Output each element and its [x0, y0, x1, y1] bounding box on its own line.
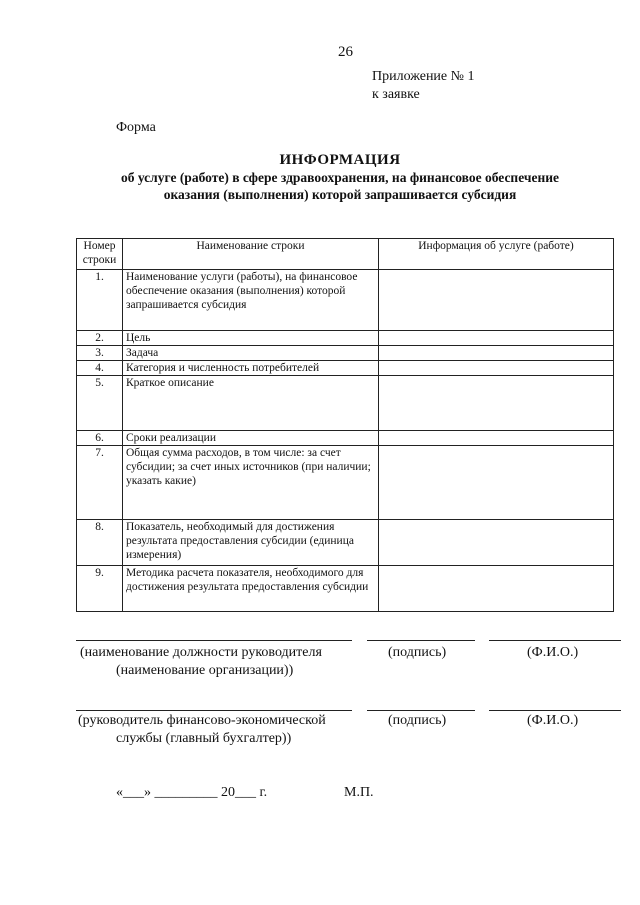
subtitle-line-1: об услуге (работе) в сфере здравоохранения, на финансовое обеспечение [120, 170, 560, 185]
row-name: Краткое описание [123, 376, 379, 431]
table-row [77, 361, 614, 376]
table-row [77, 520, 614, 566]
document-title: ИНФОРМАЦИЯ [279, 152, 401, 168]
row-name: Методика расчета показателя, необходимого для достижения результата предоставления субсидии [123, 566, 379, 612]
info-table [76, 238, 614, 612]
row-info-cell[interactable] [379, 446, 614, 520]
head-fio-line[interactable] [489, 640, 621, 641]
row-number: 6. [77, 431, 123, 446]
accountant-position-line[interactable] [76, 710, 352, 711]
accountant-service-caption: службы (главный бухгалтер)) [116, 731, 292, 746]
table-row [77, 331, 614, 346]
row-info-cell[interactable] [379, 361, 614, 376]
row-number: 7. [77, 446, 123, 520]
head-signature-caption: (подпись) [388, 645, 447, 660]
row-name: Цель [123, 331, 379, 346]
appendix-line1: Приложение № 1 [372, 69, 475, 84]
row-info-cell[interactable] [379, 376, 614, 431]
head-position-line[interactable] [76, 640, 352, 641]
table-row [77, 431, 614, 446]
head-organization-caption: (наименование организации)) [116, 663, 294, 678]
accountant-signature-line[interactable] [367, 710, 475, 711]
row-number: 9. [77, 566, 123, 612]
row-number: 3. [77, 346, 123, 361]
stamp-label: М.П. [344, 785, 374, 800]
table-row [77, 566, 614, 612]
row-name: Категория и численность потребителей [123, 361, 379, 376]
date-field[interactable]: «___» _________ 20___ г. [116, 785, 268, 800]
row-info-cell[interactable] [379, 566, 614, 612]
table-row [77, 270, 614, 331]
accountant-position-caption: (руководитель финансово-экономической [78, 713, 326, 728]
row-info-cell[interactable] [379, 270, 614, 331]
table-row [77, 446, 614, 520]
row-number: 1. [77, 270, 123, 331]
row-number: 5. [77, 376, 123, 431]
subtitle-line-2: оказания (выполнения) которой запрашивается субсидия [163, 187, 517, 202]
accountant-fio-caption: (Ф.И.О.) [527, 713, 579, 728]
header-row-name: Наименование строки [123, 239, 379, 270]
title-block [40, 152, 640, 203]
row-info-cell[interactable] [379, 331, 614, 346]
head-fio-caption: (Ф.И.О.) [527, 645, 579, 660]
header-row-number: Номер строки [77, 239, 123, 270]
page-number: 26 [338, 44, 353, 60]
table-row [77, 376, 614, 431]
row-name: Показатель, необходимый для достижения результата предоставления субсидии (единица измерения) [123, 520, 379, 566]
appendix-block [372, 68, 475, 104]
row-info-cell[interactable] [379, 346, 614, 361]
header-row-info: Информация об услуге (работе) [379, 239, 614, 270]
row-number: 4. [77, 361, 123, 376]
row-name: Общая сумма расходов, в том числе: за счет субсидии; за счет иных источников (при наличии; указать какие) [123, 446, 379, 520]
row-info-cell[interactable] [379, 520, 614, 566]
appendix-line2: к заявке [372, 87, 420, 102]
head-signature-line[interactable] [367, 640, 475, 641]
table-row [77, 346, 614, 361]
row-name: Наименование услуги (работы), на финансовое обеспечение оказания (выполнения) которой запрашивается субсидия [123, 270, 379, 331]
form-label: Форма [116, 120, 156, 135]
row-number: 2. [77, 331, 123, 346]
head-position-caption: (наименование должности руководителя [80, 645, 322, 660]
row-info-cell[interactable] [379, 431, 614, 446]
accountant-fio-line[interactable] [489, 710, 621, 711]
table-header-row [77, 239, 614, 270]
row-number: 8. [77, 520, 123, 566]
row-name: Сроки реализации [123, 431, 379, 446]
accountant-signature-caption: (подпись) [388, 713, 447, 728]
row-name: Задача [123, 346, 379, 361]
